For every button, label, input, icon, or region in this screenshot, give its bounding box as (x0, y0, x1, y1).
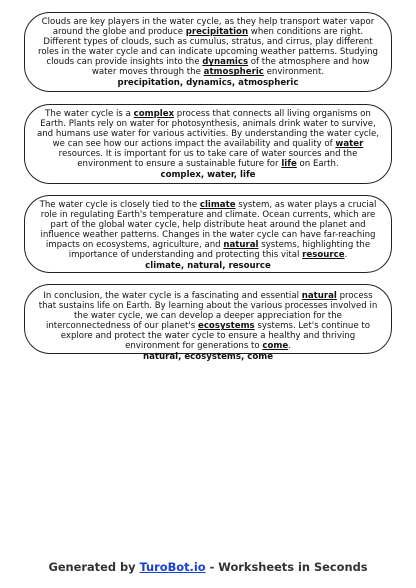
keyword-resource: resource (302, 250, 345, 261)
passage-card-2 (24, 104, 392, 184)
footer-prefix: Generated by (48, 560, 140, 574)
passage-text: on Earth. (296, 159, 339, 170)
passage-text: The water cycle is a (45, 109, 134, 119)
passage-text: . (344, 250, 348, 261)
passage-text: The water cycle is closely tied to the (39, 200, 200, 210)
keyword-come: come (262, 341, 289, 352)
turobot-link[interactable]: TuroBot.io (139, 560, 206, 574)
keyword-ecosystems: ecosystems (198, 321, 255, 332)
passage-card-1 (24, 12, 392, 92)
keyword-climate: climate (199, 200, 236, 210)
keyword-dynamics: dynamics (202, 57, 249, 68)
passage-text: of the atmosphere and how water moves through the (91, 57, 370, 78)
keyword-complex: complex (133, 109, 175, 119)
passage-card-4 (24, 284, 392, 362)
word-list: climate, natural, resource (145, 260, 271, 271)
keyword-precipitation: precipitation (185, 27, 249, 38)
passage-text: system, as water plays a crucial role in regulating Earth's temperature and climate. Ocean currents, which are part of the global water cycle, help distribute heat around the planet and influence weather patterns. Changes in the water cycle can have far-reaching impacts on ecosystems, agriculture, and (40, 200, 377, 251)
passage-text: process that connects all living organisms on Earth. Plants rely on water for photosynthesis, animals drink water to survive, and humans use water for various activities. By understanding the water cycle, we can see how our actions impact the availability and quality of (36, 109, 380, 150)
passage-text: resources. It is important for us to take care of water sources and the environment to ensure a sustainable future for (58, 149, 358, 170)
keyword-life: life (281, 159, 297, 170)
word-list: natural, ecosystems, come (142, 351, 274, 362)
passage-text: environment. (263, 67, 325, 78)
passage-card-3 (24, 195, 392, 273)
passage-text: systems. Let's continue to explore and protect the water cycle to ensure a healthy and thriving environment for generations to (60, 321, 371, 352)
passage-text: In conclusion, the water cycle is a fascinating and essential (43, 291, 302, 301)
word-list: complex, water, life (160, 169, 256, 180)
footer (0, 560, 416, 574)
passage-text: systems, highlighting the importance of understanding and protecting this vital (68, 240, 371, 261)
keyword-natural: natural (223, 240, 259, 251)
passage-text: when conditions are right. Different types of clouds, such as cumulus, stratus, and cirrus, play different roles in the water cycle and can indicate upcoming weather patterns. Studying clouds can provide insights into the (37, 27, 378, 68)
passage-text: . (288, 341, 291, 352)
word-list: precipitation, dynamics, atmospheric (117, 77, 299, 88)
keyword-atmospheric: atmospheric (203, 67, 264, 78)
passage-text: Clouds are key players in the water cycle, as they help transport water vapor around the globe and produce (41, 17, 375, 38)
keyword-water: water (335, 139, 364, 150)
footer-suffix: - Worksheets in Seconds (205, 560, 368, 574)
keyword-natural: natural (301, 291, 337, 301)
passage-text: process that sustains life on Earth. By learning about the various processes involved in the water cycle, we can develop a deeper appreciation for the interconnectedness of our planet's (38, 291, 378, 332)
